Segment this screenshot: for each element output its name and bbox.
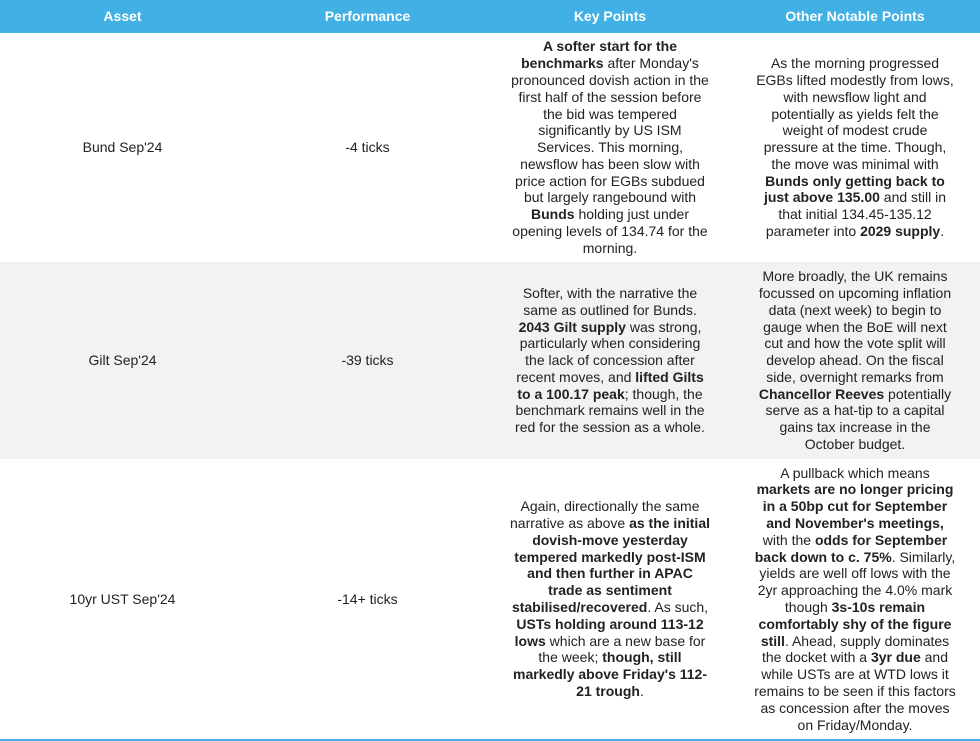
- key-points-cell: [490, 459, 730, 739]
- text-run: Softer, with the narrative the same as outlined for Bunds.: [522, 284, 698, 318]
- header-key-points-label: Key Points: [573, 8, 647, 25]
- text-run: More broadly, the UK remains focussed on upcoming inflation data (next week) to begin to gauge when the BoE will next cut and how the vote split will develop ahead. On the fiscal side, overnight remarks from: [758, 268, 952, 385]
- other-notable-points-cell: [730, 459, 980, 739]
- text-run: and still in that initial 134.45-135.12 parameter into: [765, 189, 947, 240]
- key-points-cell: [490, 262, 730, 459]
- key-points-cell: [490, 33, 730, 262]
- key-points-text: [515, 285, 705, 436]
- text-run: after Monday's pronounced dovish action in the first half of the session before the bid was tempered significantly by US ISM Services. This morning, newsflow has been slow with price action for EGBs subdued but largely rangebound with: [511, 55, 709, 206]
- text-run: A pullback which means: [780, 464, 930, 481]
- header-performance-label: Performance: [324, 8, 411, 25]
- table-row: [0, 262, 980, 459]
- text-run: . Similarly, yields are well off lows with the 2yr approaching the 4.0% mark though: [757, 548, 956, 615]
- asset-cell: [0, 33, 245, 262]
- header-performance: [245, 0, 490, 33]
- text-run: . As such,: [647, 599, 709, 615]
- text-run: and while USTs are at WTD lows it remains to be seen if this factors as concession after the moves on Friday/Monday.: [754, 649, 956, 733]
- table-row: [0, 33, 980, 262]
- other-notable-points-text: [759, 268, 951, 453]
- bold-text-run: Bunds: [531, 206, 575, 223]
- bold-text-run: 2043 Gilt supply: [518, 318, 626, 335]
- asset-name: Bund Sep'24: [82, 139, 163, 156]
- bold-text-run: though, still markedly above Friday's 112- 21 trough: [513, 649, 707, 699]
- asset-name: Gilt Sep'24: [88, 352, 157, 369]
- other-notable-points-text: [754, 465, 956, 734]
- bold-text-run: 2029 supply: [860, 223, 941, 240]
- text-run: holding just under opening levels of 134.74 for the morning.: [512, 206, 708, 256]
- text-run: As the morning progressed EGBs lifted modestly from lows, with newsflow light and potentially as yields felt the weight of modest crude pressure at the time. Though, the move was minimal with: [756, 55, 954, 172]
- key-points-text: [510, 498, 710, 700]
- table-row: [0, 459, 980, 739]
- asset-name: 10yr UST Sep'24: [69, 590, 176, 607]
- header-asset: [0, 0, 245, 33]
- key-points-text: [511, 38, 709, 256]
- performance-value: -4 ticks: [345, 139, 390, 156]
- performance-cell: [245, 262, 490, 459]
- header-key-points: [490, 0, 730, 33]
- text-run: was strong, particularly when considering the lack of concession after recent moves, and: [516, 318, 702, 385]
- bold-text-run: 3yr due: [870, 649, 921, 666]
- bold-text-run: as the initial dovish-move yesterday tempered markedly post-ISM and then further in APAC trade as sentiment stabilised/recovered: [511, 515, 710, 615]
- other-notable-points-text: [756, 55, 954, 240]
- text-run: .: [639, 682, 644, 699]
- performance-value: -14+ ticks: [337, 590, 398, 607]
- bold-text-run: 3s-10s remain comfortably shy of the figure still: [758, 599, 952, 649]
- asset-cell: [0, 262, 245, 459]
- text-run: ; though, the benchmark remains well in the red for the session as a whole.: [515, 385, 705, 436]
- bold-text-run: Bunds only getting back to just above 135.00: [763, 172, 945, 206]
- performance-value: -39 ticks: [341, 352, 394, 369]
- bold-text-run: A softer start for the benchmarks: [521, 38, 678, 72]
- bold-text-run: lifted Gilts to a 100.17 peak: [517, 368, 704, 402]
- text-run: .: [940, 223, 945, 240]
- text-run: Again, directionally the same narrative as above: [510, 498, 700, 532]
- performance-cell: [245, 459, 490, 739]
- bold-text-run: Chancellor Reeves: [758, 385, 885, 402]
- text-run: which are a new base for the week;: [538, 632, 706, 666]
- performance-cell: [245, 33, 490, 262]
- bold-text-run: markets are no longer pricing in a 50bp cut for September and November's meetings,: [756, 481, 954, 532]
- header-other-notable-points: [730, 0, 980, 33]
- asset-cell: [0, 459, 245, 739]
- other-notable-points-cell: [730, 262, 980, 459]
- header-row: [0, 0, 980, 33]
- text-run: potentially serve as a hat-tip to a capital gains tax increase in the October budget.: [765, 385, 952, 453]
- bold-text-run: odds for September back down to c. 75%: [754, 531, 948, 565]
- other-notable-points-cell: [730, 33, 980, 262]
- header-asset-label: Asset: [103, 8, 142, 25]
- bold-text-run: USTs holding around 113-12 lows: [514, 615, 704, 649]
- text-run: . Ahead, supply dominates the docket with a: [761, 632, 950, 666]
- text-run: with the: [762, 531, 812, 548]
- header-other-notable-points-label: Other Notable Points: [785, 8, 925, 25]
